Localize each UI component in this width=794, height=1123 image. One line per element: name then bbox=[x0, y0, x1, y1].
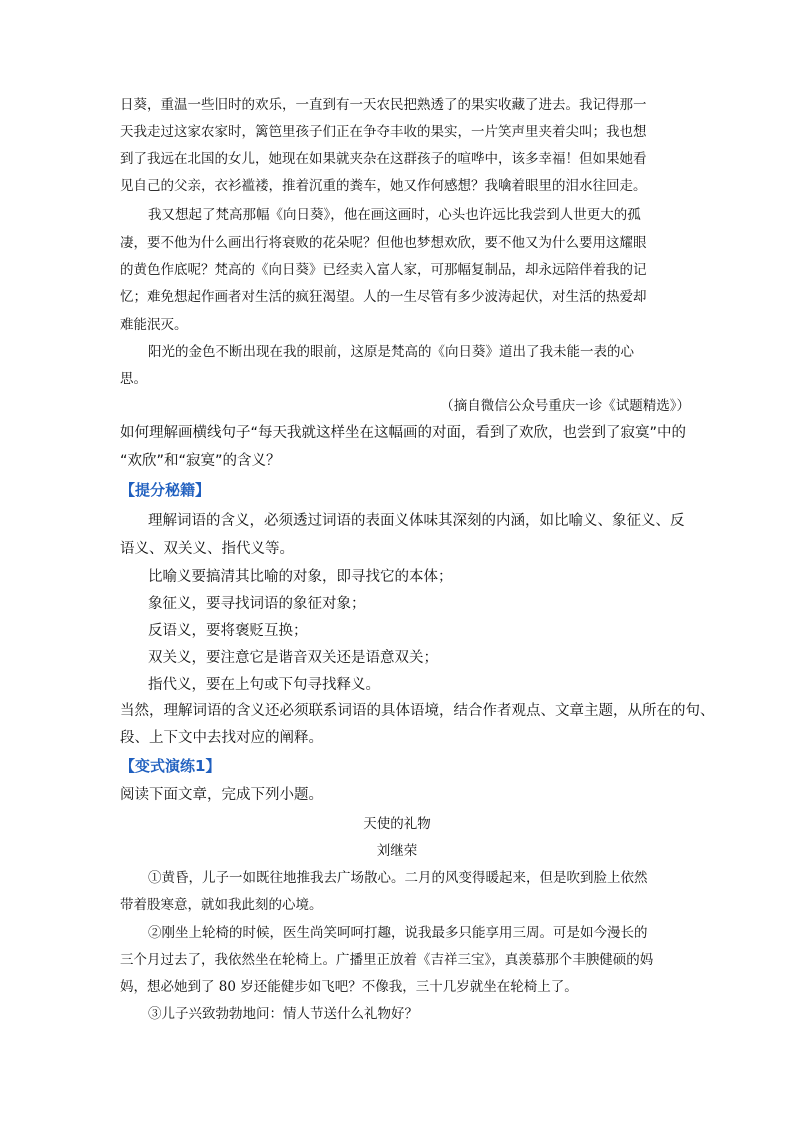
article-title: 天使的礼物 bbox=[363, 816, 431, 832]
passage-line: 日葵，重温一些旧时的欢乐，一直到有一天农民把熟透了的果实收藏了进去。我记得那一 bbox=[120, 97, 647, 113]
tips-line: 比喻义要搞清其比喻的对象，即寻找它的本体； bbox=[148, 569, 453, 585]
passage-line: 的黄色作底呢？梵高的《向日葵》已经卖入富人家，可那幅复制品，却永远陪伴着我的记 bbox=[120, 262, 647, 278]
passage-line: 到了我远在北国的女儿，她现在如果就夹杂在这群孩子的喧哗中，该多幸福！但如果她看 bbox=[120, 151, 647, 167]
tips-line: 当然，理解词语的含义还必须联系词语的具体语境，结合作者观点、文章主题，从所在的句、 bbox=[120, 703, 715, 719]
article-line: ②刚坐上轮椅的时候，医生尚笑呵呵打趣，说我最多只能享用三周。可是如今漫长的 bbox=[148, 925, 648, 941]
tips-line: 双关义，要注意它是谐音双关还是语意双关； bbox=[148, 650, 438, 666]
article-line: 妈，想必她到了 80 岁还能健步如飞吧？不像我，三十几岁就坐在轮椅上了。 bbox=[120, 979, 578, 995]
source-note: （摘自微信公众号重庆一诊《试题精选》） bbox=[440, 398, 690, 414]
passage-line: 思。 bbox=[120, 371, 147, 387]
passage-line: 凄，要不他为什么画出行将衰败的花朵呢？但他也梦想欢欣，要不他又为什么要用这耀眼 bbox=[120, 235, 647, 251]
tips-line: 理解词语的含义，必须透过词语的表面义体味其深刻的内涵，如比喻义、象征义、反 bbox=[148, 513, 685, 529]
passage-line: 天我走过这家农家时，篱笆里孩子们正在争夺丰收的果实，一片笑声里夹着尖叫；我也想 bbox=[120, 124, 647, 140]
passage-line: 阳光的金色不断出现在我的眼前，这原是梵高的《向日葵》道出了我未能一表的心 bbox=[148, 344, 634, 360]
passage-line: 见自己的父亲，衣衫褴褛，推着沉重的粪车，她又作何感想？我噙着眼里的泪水往回走。 bbox=[120, 178, 647, 194]
article-line: ③儿子兴致勃勃地问：情人节送什么礼物好？ bbox=[148, 1006, 418, 1022]
tips-line: 指代义，要在上句或下句寻找释义。 bbox=[148, 677, 380, 693]
question-line: “欢欣”和“寂寞”的含义？ bbox=[120, 453, 281, 469]
tips-line: 反语义，要将褒贬互换； bbox=[148, 623, 308, 639]
tips-line: 语义、双关义、指代义等。 bbox=[120, 541, 294, 557]
exercise-instruction: 阅读下面文章，完成下列小题。 bbox=[120, 787, 323, 803]
article-line: 带着股寒意，就如我此刻的心境。 bbox=[120, 897, 323, 913]
section-heading-tips: 【提分秘籍】 bbox=[120, 481, 211, 499]
article-line: ①黄昏，儿子一如既往地推我去广场散心。二月的风变得暖起来，但是吹到脸上依然 bbox=[148, 870, 648, 886]
section-heading-exercise: 【变式演练1】 bbox=[120, 757, 221, 775]
tips-line: 段、上下文中去找对应的阐释。 bbox=[120, 730, 323, 746]
tips-line: 象征义，要寻找词语的象征对象； bbox=[148, 596, 366, 612]
passage-line: 忆；难免想起作画者对生活的疯狂渴望。人的一生尽管有多少波涛起伏，对生活的热爱却 bbox=[120, 289, 647, 305]
passage-line: 我又想起了梵高那幅《向日葵》，他在画这画时，心头也许远比我尝到人世更大的孤 bbox=[148, 207, 641, 223]
question-line: 如何理解画横线句子“每天我就这样坐在这幅画的对面，看到了欢欣，也尝到了寂寞”中的 bbox=[120, 425, 687, 441]
article-line: 三个月过去了，我依然坐在轮椅上。广播里正放着《吉祥三宝》，真羡慕那个丰腴健硕的妈 bbox=[120, 952, 654, 968]
passage-line: 难能泯灭。 bbox=[120, 317, 188, 333]
article-author: 刘继荣 bbox=[376, 843, 418, 859]
